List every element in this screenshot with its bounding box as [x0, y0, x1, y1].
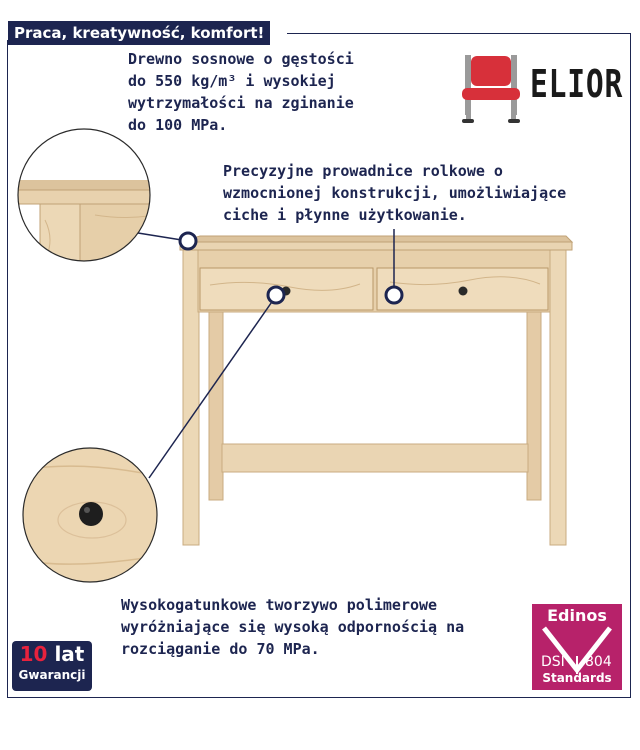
feature-wood-text — [128, 48, 354, 136]
text-line: Wysokogatunkowe tworzywo polimerowe — [121, 596, 438, 614]
text-line: rozciąganie do 70 MPa. — [121, 640, 320, 658]
desk-back-leg-right — [527, 300, 541, 500]
text-line: Precyzyjne prowadnice rolkowe o — [223, 162, 503, 180]
edinos-certificate-badge — [532, 604, 622, 690]
warranty-badge — [12, 641, 92, 691]
marker-tabletop — [180, 233, 196, 249]
marker-rails — [386, 287, 402, 303]
edinos-standards: Standards — [542, 671, 612, 685]
feature-polymer-text — [121, 594, 464, 660]
warranty-word: lat — [54, 642, 85, 666]
text-line: wyróżniające się wysoką odpornością na — [121, 618, 465, 636]
edinos-dsi: DSI — [541, 654, 565, 670]
warranty-label: Gwarancji — [18, 668, 86, 682]
edinos-brand: Edinos — [547, 606, 607, 625]
drawer-knob-right — [459, 287, 468, 296]
text-line: do 100 MPa. — [128, 116, 228, 134]
warranty-number: 10 — [19, 642, 48, 666]
desk-front-leg-left — [183, 245, 199, 545]
zoom-tabletop-corner — [18, 129, 160, 274]
zoom-drawer-knob — [20, 445, 160, 585]
brand-logo-text: ELIOR — [530, 62, 624, 106]
headline-banner: Praca, kreatywność, komfort! — [8, 21, 270, 45]
desk-back-leg-left — [209, 300, 223, 500]
text-line: do 550 kg/m³ i wysokiej — [128, 72, 336, 90]
marker-knob — [268, 287, 284, 303]
desk — [180, 236, 572, 545]
warranty-years — [12, 641, 92, 667]
desk-top-edge — [180, 242, 572, 250]
desk-top-surface — [180, 236, 572, 242]
feature-rails-text — [223, 160, 566, 226]
text-line: ciche i płynne użytkowanie. — [223, 206, 467, 224]
desk-lower-stretcher — [222, 444, 528, 472]
text-line: Drewno sosnowe o gęstości — [128, 50, 354, 68]
text-line: wytrzymałości na zginanie — [128, 94, 354, 112]
text-line: wzmocnionej konstrukcji, umożliwiające — [223, 184, 567, 202]
edinos-number: 804 — [585, 654, 612, 670]
desk-front-leg-right — [550, 245, 566, 545]
chair-icon — [462, 55, 520, 123]
